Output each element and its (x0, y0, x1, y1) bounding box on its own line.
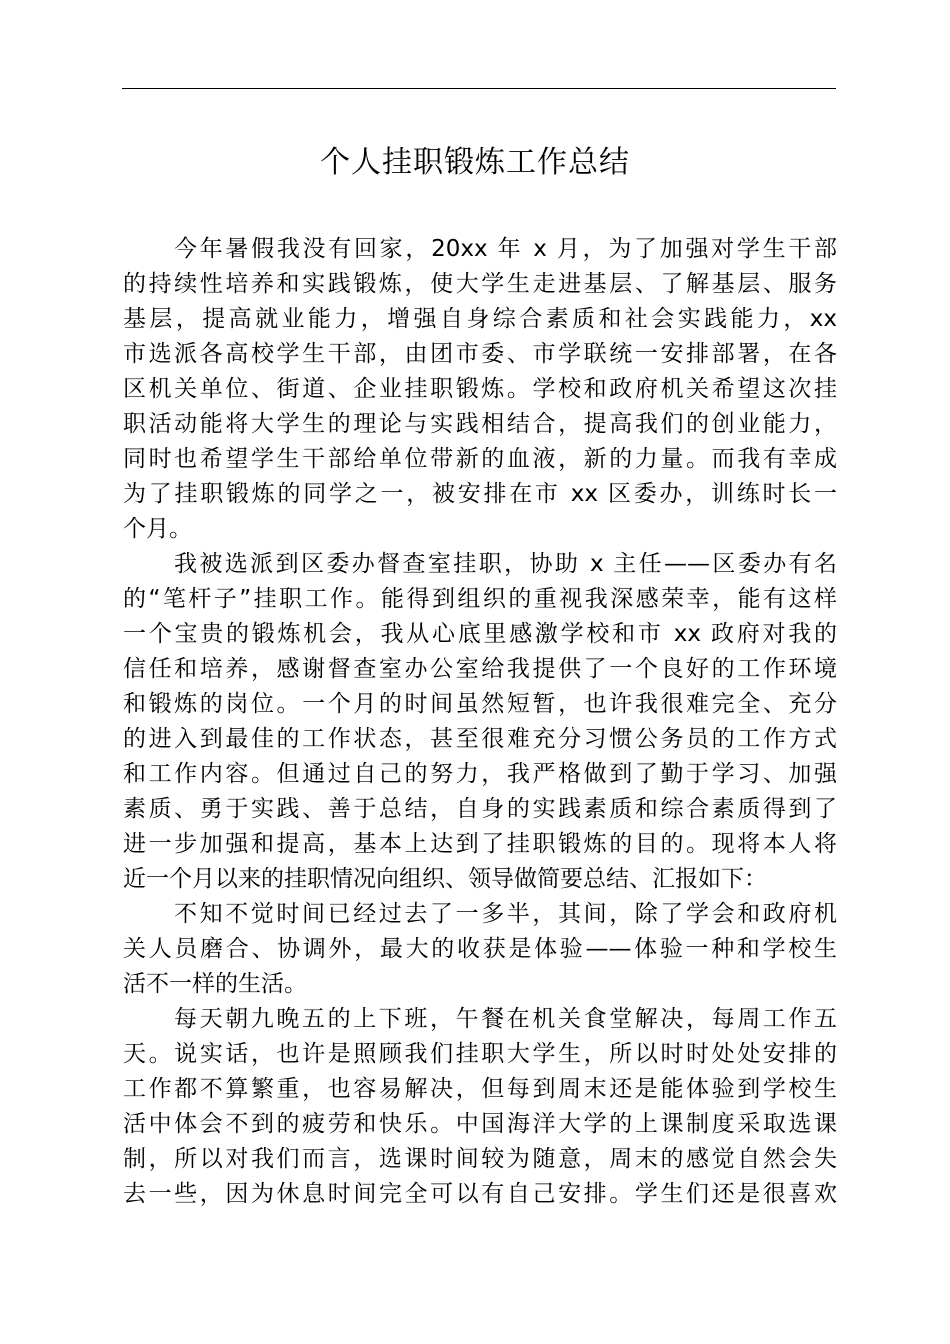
text-line: 同时也希望学生干部给单位带新的血液，新的力量。而我有幸成 (123, 446, 837, 472)
text-line: 基层，提高就业能力，增强自身综合素质和社会实践能力，xx (123, 306, 837, 332)
text-line: 和锻炼的岗位。一个月的时间虽然短暂，也许我很难完全、充分 (123, 691, 837, 717)
text-line: 的进入到最佳的工作状态，甚至很难充分习惯公务员的工作方式 (123, 726, 837, 752)
text-line: 近一个月以来的挂职情况向组织、领导做简要总结、汇报如下： (123, 866, 767, 892)
text-line: 的“笔杆子”挂职工作。能得到组织的重视我深感荣幸，能有这样 (123, 586, 837, 612)
text-line: 活中体会不到的疲劳和快乐。中国海洋大学的上课制度采取选课 (123, 1111, 837, 1137)
text-line: 工作都不算繁重，也容易解决，但每到周末还是能体验到学校生 (123, 1076, 837, 1102)
text-line: 为了挂职锻炼的同学之一，被安排在市 xx 区委办，训练时长一 (123, 481, 837, 507)
header-rule (122, 88, 836, 89)
text-line: 我被选派到区委办督查室挂职，协助 x 主任——区委办有名 (174, 551, 837, 577)
text-line: 和工作内容。但通过自己的努力，我严格做到了勤于学习、加强 (123, 761, 837, 787)
text-line: 进一步加强和提高，基本上达到了挂职锻炼的目的。现将本人将 (123, 831, 837, 857)
text-line: 不知不觉时间已经过去了一多半，其间，除了学会和政府机 (174, 901, 837, 927)
text-line: 市选派各高校学生干部，由团市委、市学联统一安排部署，在各 (123, 341, 837, 367)
text-line: 一个宝贵的锻炼机会，我从心底里感激学校和市 xx 政府对我的 (123, 621, 837, 647)
text-line: 每天朝九晚五的上下班，午餐在机关食堂解决，每周工作五 (174, 1006, 837, 1032)
text-line: 职活动能将大学生的理论与实践相结合，提高我们的创业能力， (123, 411, 837, 437)
text-line: 个月。 (123, 516, 192, 542)
text-line: 关人员磨合、协调外，最大的收获是体验——体验一种和学校生 (123, 936, 837, 962)
text-line: 制，所以对我们而言，选课时间较为随意，周末的感觉自然会失 (123, 1146, 837, 1172)
text-line: 去一些，因为休息时间完全可以有自己安排。学生们还是很喜欢 (123, 1181, 837, 1207)
text-line: 活不一样的生活。 (123, 971, 307, 997)
text-line: 的持续性培养和实践锻炼，使大学生走进基层、了解基层、服务 (123, 271, 837, 297)
text-line: 区机关单位、街道、企业挂职锻炼。学校和政府机关希望这次挂 (123, 376, 837, 402)
text-line: 信任和培养，感谢督查室办公室给我提供了一个良好的工作环境 (123, 656, 837, 682)
document-body (123, 232, 837, 1212)
text-line: 素质、勇于实践、善于总结，自身的实践素质和综合素质得到了 (123, 796, 837, 822)
text-line: 天。说实话，也许是照顾我们挂职大学生，所以时时处处安排的 (123, 1041, 837, 1067)
text-line: 今年暑假我没有回家，20xx 年 x 月，为了加强对学生干部 (174, 236, 837, 262)
document-title: 个人挂职锻炼工作总结 (320, 145, 630, 180)
